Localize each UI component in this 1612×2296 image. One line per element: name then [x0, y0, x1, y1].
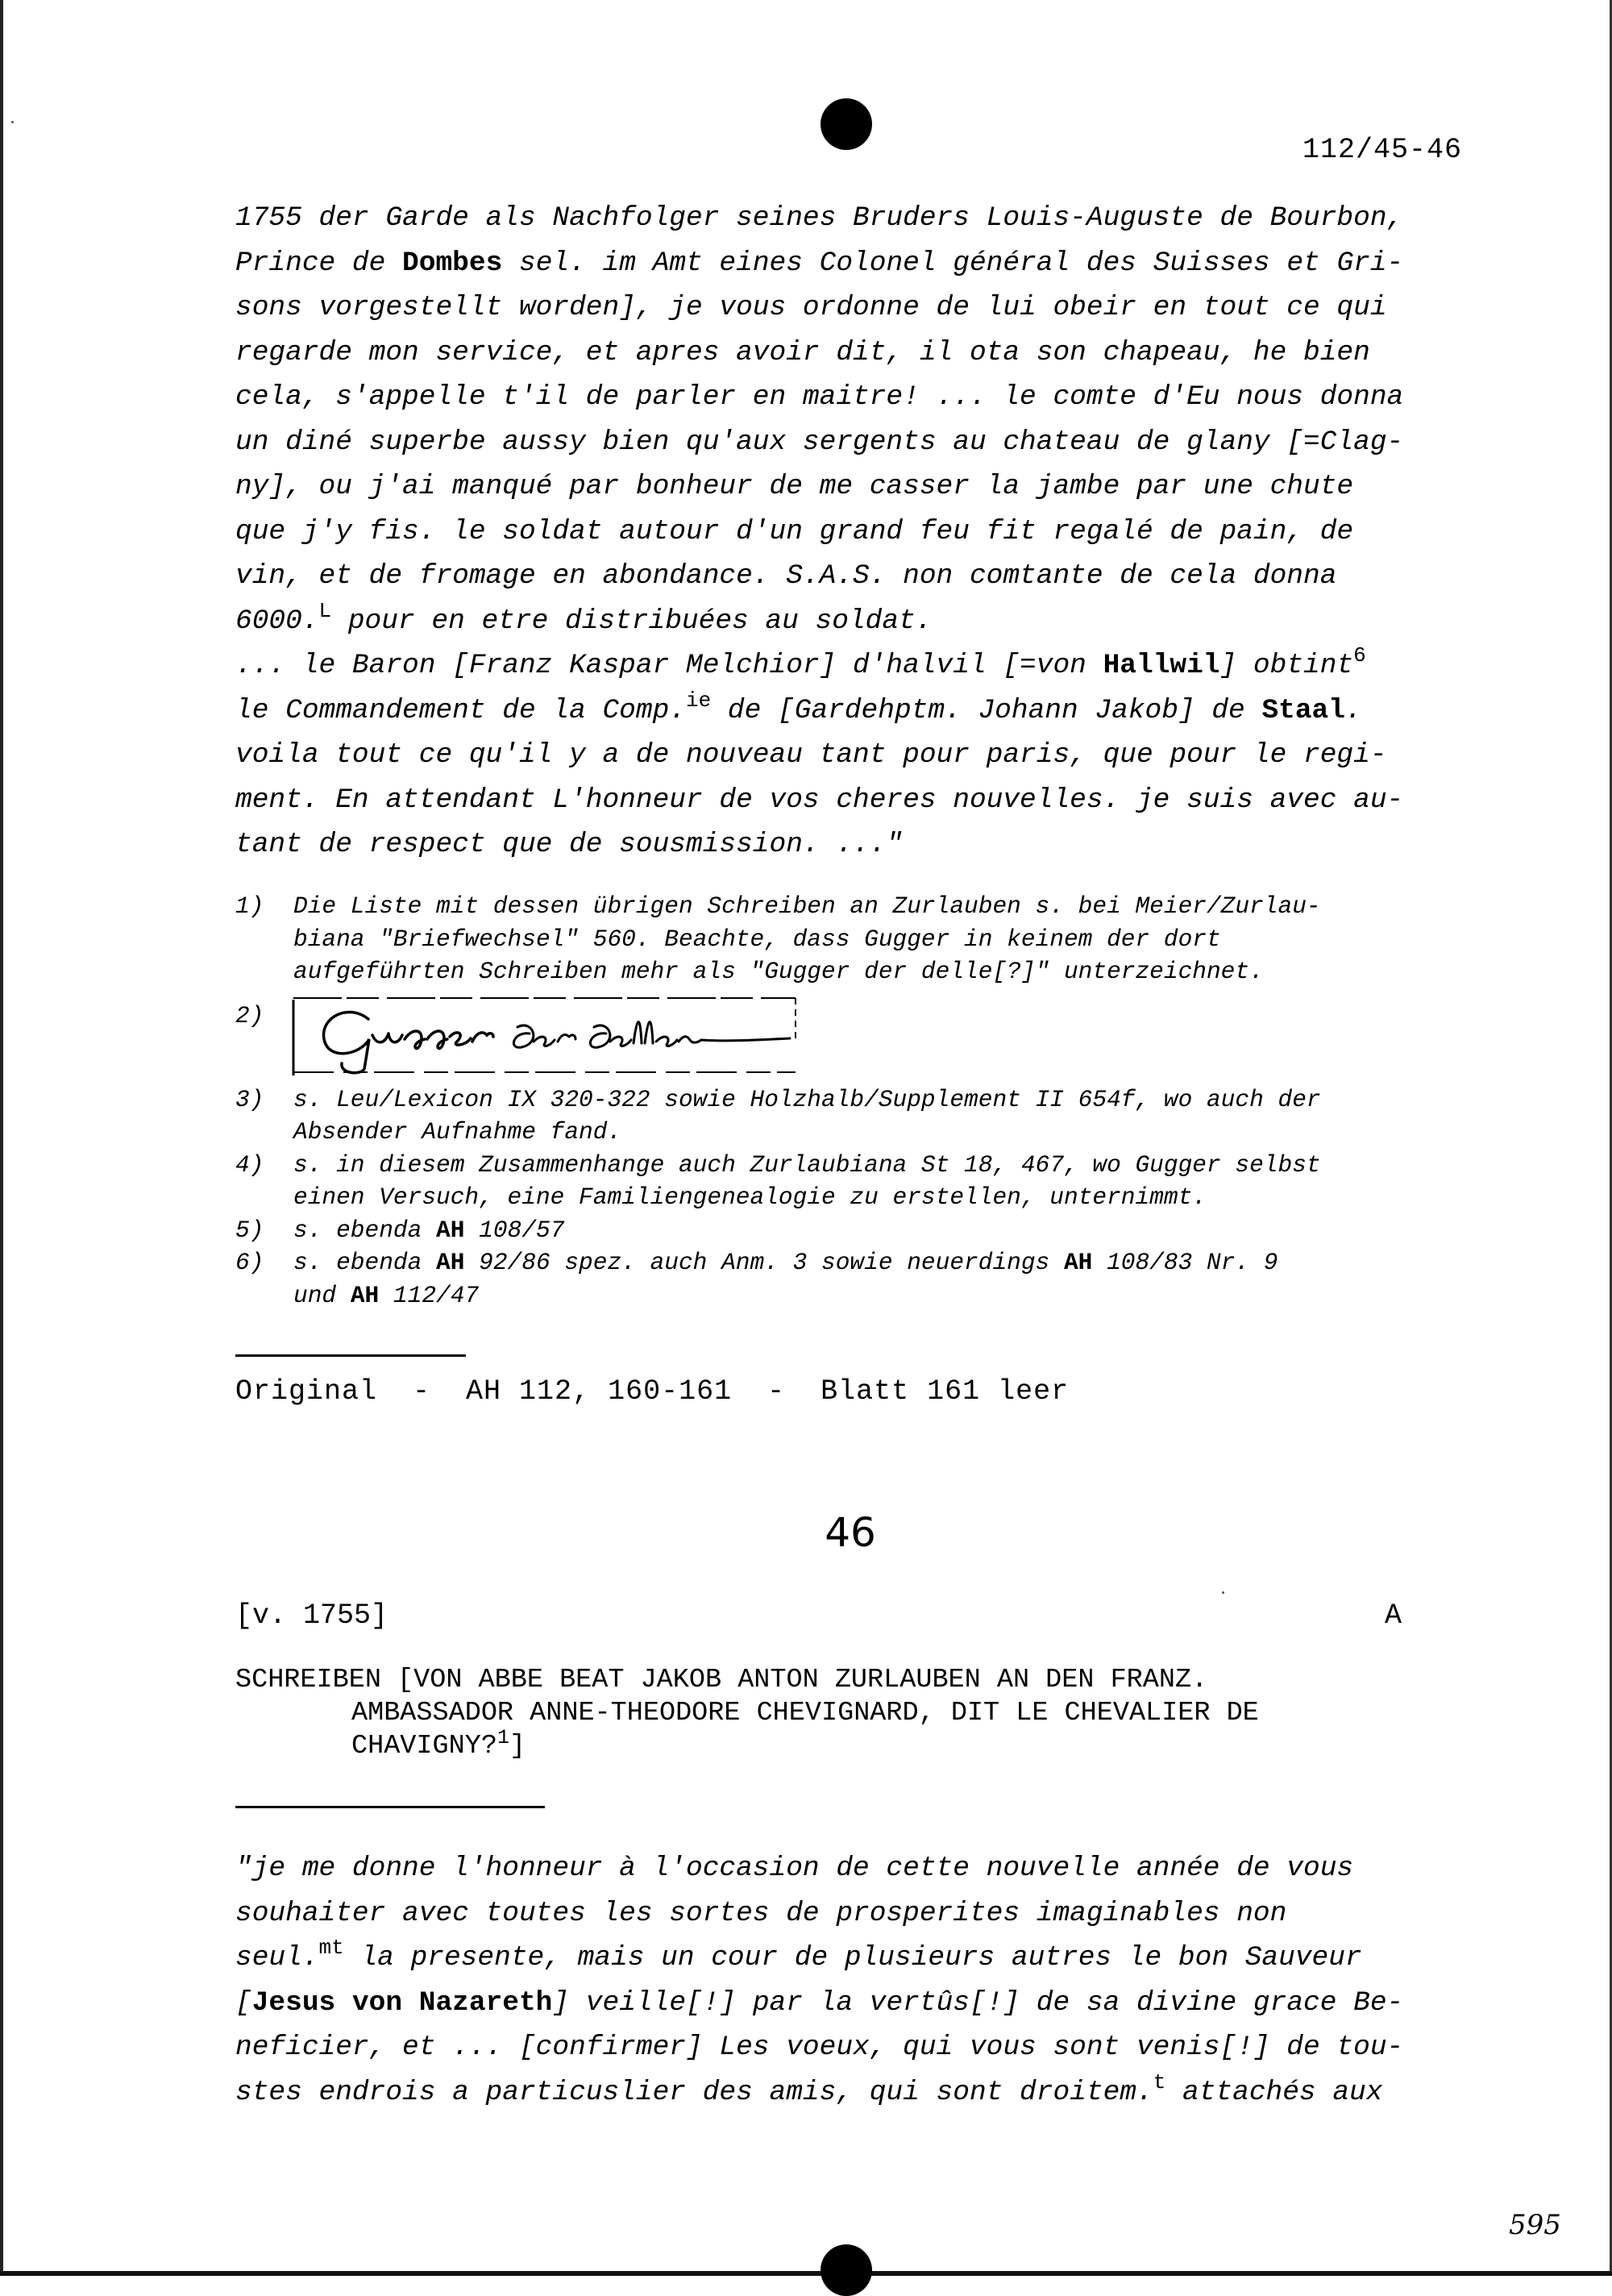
- text-run: sons vorgestellt worden], je vous ordonne de lui obeir en tout ce qui: [235, 292, 1387, 323]
- document-heading: [235, 1664, 1485, 1763]
- text-line: [235, 778, 1469, 823]
- text-run: ny], ou j'ai manqué par bonheur de me casser la jambe par une chute: [235, 471, 1354, 502]
- footnote-number: 1): [235, 892, 264, 920]
- text-line: [235, 285, 1469, 331]
- superscript: L: [318, 598, 332, 623]
- text-line: [235, 643, 1469, 688]
- bold-name: Staal: [1261, 694, 1345, 726]
- footnote-line: Die Liste mit dessen übrigen Schreiben an Zurlauben s. bei Meier/Zurlau-: [293, 892, 1321, 920]
- superscript: 6: [1353, 643, 1366, 668]
- letter-text: [235, 1846, 1469, 2115]
- document-mark: A: [1385, 1599, 1402, 1632]
- bold-name: AH: [436, 1216, 465, 1244]
- text-line: [235, 2025, 1469, 2070]
- text-run: de [Gardehptm. Johann Jakob] de: [711, 694, 1262, 726]
- text-run: que j'y fis. le soldat autour d'un grand feu fit regalé de pain, de: [235, 515, 1354, 547]
- text-run: ment. En attendant L'honneur de vos cheres nouvelles. je suis avec au-: [235, 784, 1404, 816]
- text-line: [235, 464, 1469, 510]
- footnote-number: 5): [235, 1216, 264, 1244]
- text-line: [235, 196, 1469, 241]
- scan-edge-bottom: [0, 2271, 1612, 2276]
- text-line: [235, 331, 1469, 376]
- text-run: s. in diesem Zusammenhange auch Zurlaubiana St 18, 467, wo Gugger selbst: [293, 1150, 1321, 1179]
- text-line: [235, 554, 1469, 599]
- footnote-line: [293, 1116, 1469, 1149]
- heading-rule: [235, 1806, 545, 1808]
- text-run: 108/57: [464, 1216, 565, 1244]
- text-run: ] obtint: [1219, 650, 1354, 681]
- document-date: [v. 1755]: [235, 1599, 388, 1632]
- text-run: ... le Baron [Franz Kaspar Melchior] d'halvil [=von: [235, 650, 1103, 681]
- page-reference: 112/45-46: [1302, 134, 1462, 166]
- footnote-line: [293, 1181, 1469, 1214]
- text-run: s. Leu/Lexicon IX 320-322 sowie Holzhalb/Supplement II 654f, wo auch der: [293, 1085, 1321, 1113]
- text-line: [235, 1981, 1469, 2026]
- footnote-line: [293, 1279, 1469, 1312]
- heading-close: ]: [509, 1731, 526, 1762]
- bold-name: AH: [1063, 1249, 1093, 1276]
- text-run: souhaiter avec toutes les sortes de prosperites imaginables non: [235, 1897, 1287, 1929]
- footnote-line: [293, 1084, 1469, 1117]
- text-run: 6000.: [235, 605, 319, 637]
- signature-image: [292, 995, 808, 1075]
- text-run: 92/86 spez. auch Anm. 3 sowie neuerdings: [464, 1249, 1064, 1276]
- heading-text: CHAVIGNY?: [351, 1731, 497, 1762]
- footnote-5: [235, 1214, 1469, 1247]
- document-number: 46: [825, 1509, 876, 1556]
- footnote-number: 3): [235, 1085, 264, 1113]
- text-line: [235, 375, 1469, 420]
- bold-name: AH: [436, 1249, 465, 1276]
- text-run: voila tout ce qu'il y a de nouveau tant pour paris, que pour le regi-: [235, 739, 1387, 771]
- letter-continuation-text: [235, 196, 1469, 867]
- text-run: einen Versuch, eine Familiengenealogie zu erstellen, unternimmt.: [293, 1183, 1207, 1211]
- heading-line-last: [235, 1726, 1485, 1763]
- text-line: [235, 733, 1469, 778]
- text-run: .: [1344, 694, 1362, 726]
- original-source-line: Original - AH 112, 160-161 - Blatt 161 leer: [235, 1375, 1070, 1408]
- archive-number: 595: [1509, 2209, 1561, 2241]
- text-line: [235, 599, 1469, 644]
- bold-name: Jesus von Nazareth: [251, 1986, 553, 2019]
- text-run: vin, et de fromage en abondance. S.A.S. non comtante de cela donna: [235, 560, 1337, 592]
- bold-name: Dombes: [402, 247, 503, 279]
- bold-name: Hallwil: [1103, 650, 1220, 681]
- bold-name: AH: [350, 1281, 380, 1309]
- text-run: neficier, et ... [confirmer] Les voeux, qui vous sont venis[!] de tou-: [235, 2032, 1404, 2063]
- text-run: Prince de: [235, 247, 403, 279]
- footnote-number: 4): [235, 1150, 264, 1179]
- text-run: ] veille[!] par la vertûs[!] de sa divine grace Be-: [552, 1986, 1404, 2019]
- footnote-line: aufgeführten Schreiben mehr als "Gugger der delle[?]" unterzeichnet.: [293, 958, 1264, 985]
- footnote-number: 6): [235, 1249, 264, 1276]
- text-run: s. ebenda: [293, 1216, 437, 1244]
- footnote-number: 2): [235, 1001, 264, 1029]
- text-run: attachés aux: [1165, 2076, 1383, 2108]
- footnote-4: [235, 1149, 1469, 1214]
- separator-rule: [235, 1354, 466, 1357]
- scan-speck: [11, 121, 14, 123]
- text-run: un diné superbe aussy bien qu'aux sergents au chateau de glany [=Clag-: [235, 426, 1404, 458]
- footnote-line: [293, 1246, 1469, 1279]
- text-run: cela, s'appelle t'il de parler en maitre! ... le comte d'Eu nous donna: [235, 381, 1404, 413]
- text-line: [235, 1846, 1469, 1891]
- heading-line: SCHREIBEN [VON ABBE BEAT JAKOB ANTON ZURLAUBEN AN DEN FRANZ.: [235, 1665, 1208, 1695]
- scan-edge-left: [0, 0, 3, 2276]
- superscript: mt: [318, 1936, 344, 1960]
- superscript: t: [1153, 2069, 1166, 2094]
- text-run: 112/47: [379, 1281, 480, 1309]
- text-line: [235, 822, 1469, 867]
- text-run: Absender Aufnahme fand.: [293, 1118, 622, 1146]
- text-run: seul.: [235, 1942, 319, 1974]
- footnote-3: [235, 1084, 1469, 1149]
- footnote-6: [235, 1246, 1469, 1312]
- scan-speck: [1222, 1591, 1224, 1594]
- text-run: 108/83 Nr. 9: [1092, 1249, 1278, 1276]
- text-run: regarde mon service, et apres avoir dit, il ota son chapeau, he bien: [235, 336, 1370, 368]
- text-line: [235, 510, 1469, 555]
- text-run: sel. im Amt eines Colonel général des Suisses et Gri-: [502, 247, 1404, 279]
- text-run: [: [235, 1986, 252, 2019]
- footnote-line: [293, 1149, 1469, 1182]
- text-line: [235, 1891, 1469, 1936]
- text-run: la presente, mais un cour de plusieurs autres le bon Sauveur: [343, 1942, 1362, 1974]
- text-line: [235, 688, 1469, 734]
- punch-hole-bottom: [821, 2244, 872, 2296]
- footnote-2: [235, 988, 1469, 1084]
- text-line: [235, 241, 1469, 286]
- text-line: [235, 2070, 1469, 2115]
- text-run: s. ebenda: [293, 1249, 437, 1276]
- footnotes-rest: [235, 1084, 1469, 1312]
- text-run: tant de respect que de sousmission. ...": [235, 829, 904, 860]
- punch-hole-top: [821, 98, 872, 150]
- text-run: und: [293, 1281, 351, 1309]
- superscript: ie: [686, 688, 712, 713]
- footnote-line: biana "Briefwechsel" 560. Beachte, dass Gugger in keinem der dort: [293, 925, 1221, 953]
- heading-footnote-ref: 1: [496, 1726, 509, 1749]
- footnotes: [235, 890, 1469, 1312]
- footnote-1: [235, 890, 1469, 988]
- text-line: [235, 1936, 1469, 1981]
- text-run: "je me donne l'honneur à l'occasion de cette nouvelle année de vous: [235, 1853, 1354, 1884]
- text-run: stes endrois a particuslier des amis, qui sont droitem.: [235, 2076, 1153, 2108]
- text-run: 1755 der Garde als Nachfolger seines Bruders Louis-Auguste de Bourbon,: [235, 202, 1404, 234]
- text-run: pour en etre distribuées au soldat.: [331, 605, 933, 637]
- heading-line: AMBASSADOR ANNE-THEODORE CHEVIGNARD, DIT LE CHEVALIER DE: [351, 1698, 1259, 1728]
- text-line: [235, 420, 1469, 465]
- text-run: le Commandement de la Comp.: [235, 694, 686, 726]
- footnote-line: [293, 1214, 1469, 1247]
